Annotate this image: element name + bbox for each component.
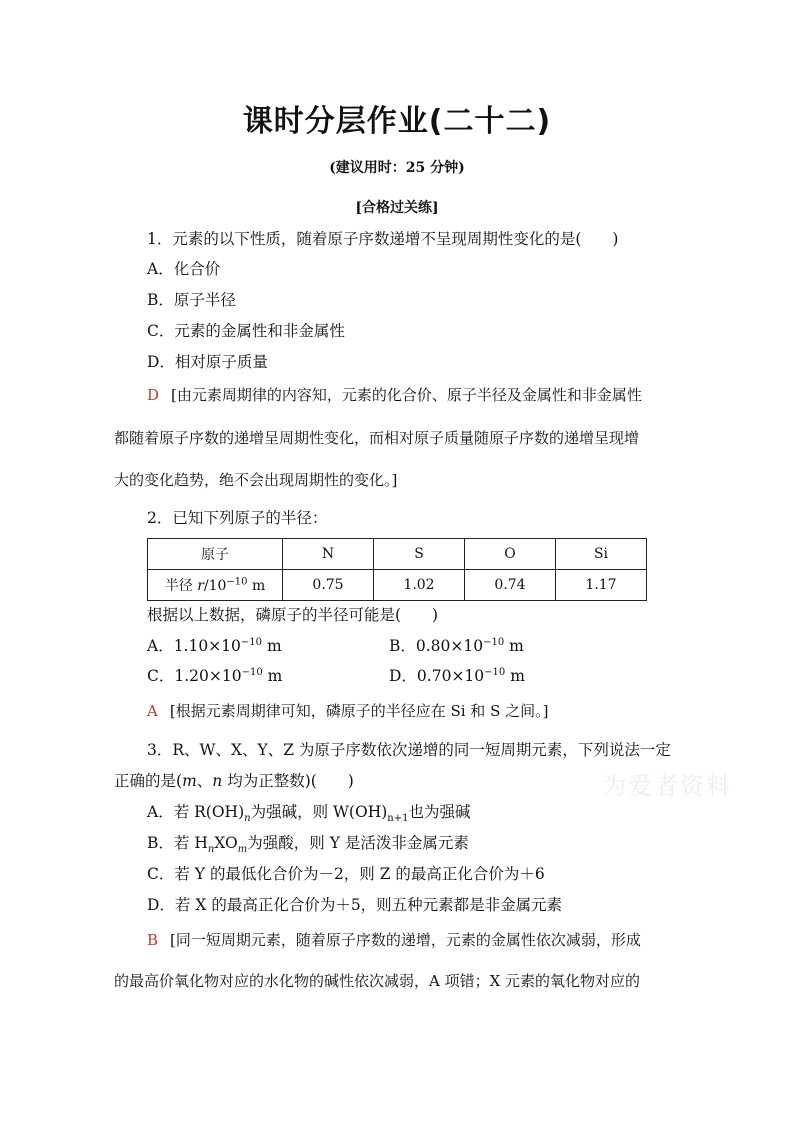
q1-option-b: B．原子半径 (147, 291, 236, 309)
q1-answer-key: D (147, 386, 160, 404)
q1-option-d: D．相对原子质量 (147, 353, 268, 371)
suggested-time: (建议用时：25 分钟) (329, 160, 465, 176)
table-header-cell: Si (556, 539, 647, 570)
watermark: 为爱者资料 (602, 772, 732, 800)
q2-option-b: B．$0.80\times 10^{-10}$ m (389, 636, 524, 655)
q3-option-b: B．若 $H_nXO_m$为强酸，则 Y 是活泼非金属元素 (147, 834, 469, 856)
table-header-cell: 原子 (148, 539, 283, 570)
table-cell: 0.75 (283, 570, 374, 601)
q1-stem: 1．元素的以下性质，随着原子序数递增不呈现周期性变化的是( ) (147, 230, 619, 248)
table-header-row (148, 539, 647, 570)
q3-option-d: D．若 X 的最高正化合价为＋5，则五种元素都是非金属元素 (147, 896, 563, 914)
q2-explanation: [根据元素周期律可知，磷原子的半径应在 Si 和 S 之间。] (169, 702, 549, 720)
q2-stem: 2．已知下列原子的半径： (147, 509, 328, 527)
table-cell: 1.02 (374, 570, 465, 601)
q1-option-c: C．元素的金属性和非金属性 (147, 322, 345, 340)
table-header-cell: S (374, 539, 465, 570)
q2-question: 根据以上数据，磷原子的半径可能是( ) (147, 606, 439, 624)
table-header-cell: O (465, 539, 556, 570)
q3-answer-line (147, 930, 641, 950)
q3-stem-1: 3．R、W、X、Y、Z 为原子序数依次递增的同一短周期元素，下列说法一定 (147, 741, 671, 759)
q3-answer-key: B (147, 931, 159, 949)
q2-option-d: D．$0.70\times 10^{-10}$ m (389, 666, 525, 685)
q1-explanation-2: 都随着原子序数的递增呈周期性变化，而相对原子质量随原子序数的递增呈现增 (114, 429, 640, 447)
section-heading: [合格过关练] (355, 200, 439, 216)
q2-option-a: A．$1.10\times 10^{-10}$ m (147, 636, 282, 655)
q3-explanation-1: [同一短周期元素，随着原子序数的递增，元素的金属性依次减弱，形成 (170, 931, 641, 949)
table-cell: 0.74 (465, 570, 556, 601)
q2-answer-key: A (147, 702, 158, 720)
table-cell: 1.17 (556, 570, 647, 601)
table-row-label: 半径 $r/10^{-10}$ m (148, 570, 283, 601)
q1-explanation-3: 大的变化趋势，绝不会出现周期性的变化。] (114, 471, 398, 489)
q1-answer-line (147, 385, 642, 405)
q3-stem-2: 正确的是(m、n 均为正整数)( ) (114, 772, 354, 790)
q3-option-a: A．若 $R(OH)_n$为强碱，则 $W(OH)_{n+1}$也为强碱 (147, 803, 471, 825)
q3-explanation-2: 的最高价氧化物对应的水化物的碱性依次减弱，A 项错；X 元素的氧化物对应的 (114, 972, 641, 990)
q2-answer-line (147, 701, 548, 721)
table-header-cell: N (283, 539, 374, 570)
q1-option-a: A．化合价 (147, 260, 221, 278)
q1-explanation-1: [由元素周期律的内容知，元素的化合价、原子半径及金属性和非金属性 (171, 386, 642, 404)
atomic-radius-table (147, 538, 647, 601)
q3-option-c: C．若 Y 的最低化合价为－2，则 Z 的最高正化合价为＋6 (147, 865, 545, 883)
q2-option-c: C．$1.20\times 10^{-10}$ m (147, 666, 283, 685)
page-title: 课时分层作业(二十二) (242, 104, 552, 139)
table-row (148, 570, 647, 601)
